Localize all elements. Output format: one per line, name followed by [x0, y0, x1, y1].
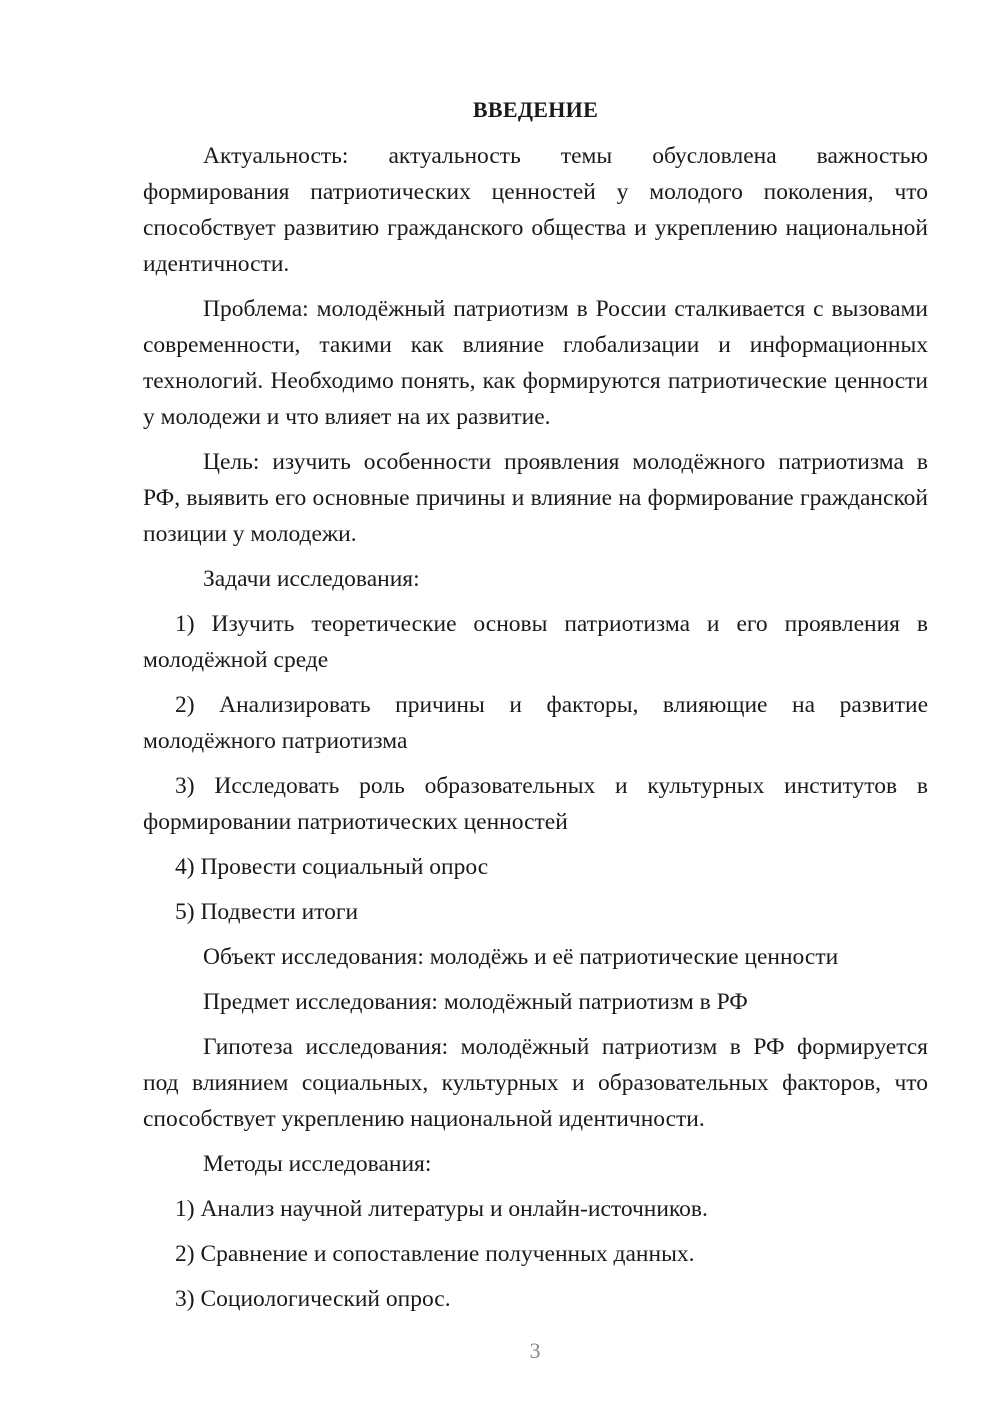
- tasks-title: Задачи исследования:: [203, 566, 420, 592]
- page-number: 3: [529, 1338, 541, 1363]
- section-heading: ВВЕДЕНИЕ: [472, 97, 599, 122]
- task-item-3: 3) Исследовать роль образовательных и культурных институтов в формировании патриотических ценностей: [143, 773, 928, 835]
- page-content: [143, 95, 928, 1326]
- paragraph-goal: Цель: изучить особенности проявления молодёжного патриотизма в РФ, выявить его основные причины и влияние на формирование гражданской позиции у молодежи.: [143, 449, 928, 547]
- method-item-3: 3) Социологический опрос.: [175, 1286, 451, 1312]
- method-item-1: 1) Анализ научной литературы и онлайн-источников.: [175, 1196, 708, 1222]
- paragraph-subject: Предмет исследования: молодёжный патриотизм в РФ: [203, 989, 748, 1015]
- paragraph-relevance: Актуальность: актуальность темы обусловлена важностью формирования патриотических ценностей у молодого поколения, что способствует развитию гражданского общества и укреплению национальной идентичности.: [143, 143, 928, 277]
- paragraph-hypothesis: Гипотеза исследования: молодёжный патриотизм в РФ формируется под влиянием социальных, культурных и образовательных факторов, что способствует укреплению национальной идентичности.: [143, 1034, 928, 1132]
- task-item-5: 5) Подвести итоги: [175, 899, 359, 925]
- task-item-4: 4) Провести социальный опрос: [175, 854, 489, 880]
- paragraph-problem: Проблема: молодёжный патриотизм в России сталкивается с вызовами современности, такими как влияние глобализации и информационных технологий. Необходимо понять, как формируются патриотические ценности у молодежи и что влияет на их развитие.: [143, 296, 928, 430]
- task-item-2: 2) Анализировать причины и факторы, влияющие на развитие молодёжного патриотизма: [143, 692, 928, 754]
- paragraph-object: Объект исследования: молодёжь и её патриотические ценности: [203, 944, 839, 970]
- method-item-2: 2) Сравнение и сопоставление полученных данных.: [175, 1241, 695, 1267]
- methods-title: Методы исследования:: [203, 1151, 432, 1177]
- task-item-1: 1) Изучить теоретические основы патриотизма и его проявления в молодёжной среде: [143, 611, 928, 673]
